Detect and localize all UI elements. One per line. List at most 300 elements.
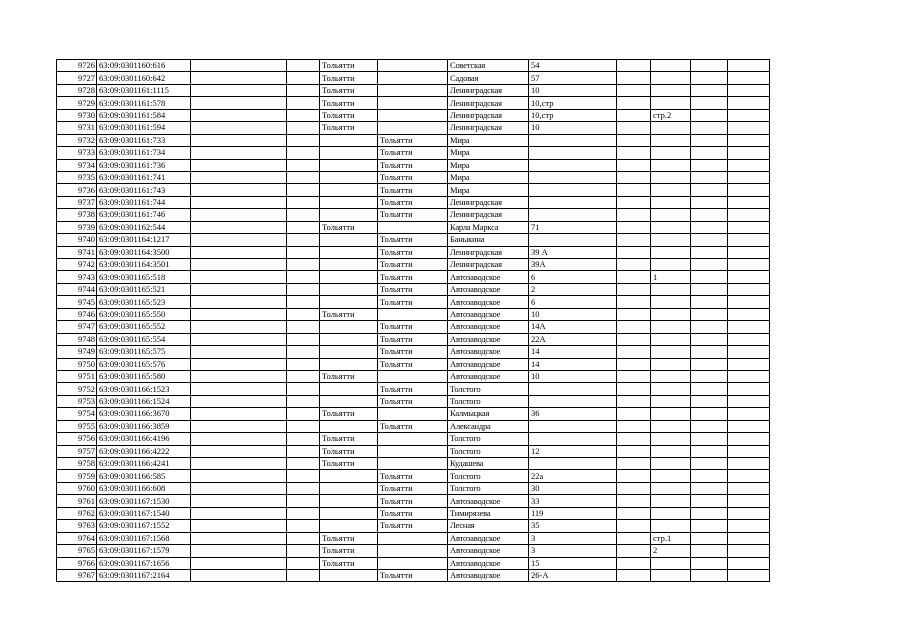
- settlement-cell: Тольятти: [378, 271, 448, 283]
- blank-cell: [191, 557, 287, 569]
- blank-cell: [191, 72, 287, 84]
- locality-cell: Тольятти: [320, 433, 378, 445]
- blank-cell: [191, 109, 287, 121]
- table-row: [57, 209, 770, 221]
- building-cell: [617, 470, 651, 482]
- row-number-cell: 9727: [57, 72, 97, 84]
- structure-cell: [651, 196, 691, 208]
- house-cell: 119: [529, 507, 617, 519]
- blank-cell: [191, 482, 287, 494]
- blank-cell: [728, 346, 770, 358]
- cadastral-number-cell: 63:09:0301161:1115: [97, 84, 191, 96]
- house-cell: 33: [529, 495, 617, 507]
- blank-cell: [191, 445, 287, 457]
- settlement-cell: Тольятти: [378, 147, 448, 159]
- building-cell: [617, 545, 651, 557]
- settlement-cell: [378, 97, 448, 109]
- blank-cell: [728, 109, 770, 121]
- blank-cell: [191, 420, 287, 432]
- locality-cell: [320, 520, 378, 532]
- blank-cell: [287, 482, 320, 494]
- table-row: [57, 408, 770, 420]
- settlement-cell: Тольятти: [378, 171, 448, 183]
- settlement-cell: [378, 433, 448, 445]
- house-cell: 10: [529, 370, 617, 382]
- cadastral-number-cell: 63:09:0301167:1656: [97, 557, 191, 569]
- blank-cell: [191, 84, 287, 96]
- row-number-cell: 9735: [57, 171, 97, 183]
- street-cell: Мира: [448, 159, 529, 171]
- street-cell: Тимирязева: [448, 507, 529, 519]
- blank-cell: [691, 72, 728, 84]
- house-cell: 10,стр: [529, 97, 617, 109]
- locality-cell: [320, 234, 378, 246]
- house-cell: 22а: [529, 470, 617, 482]
- house-cell: [529, 234, 617, 246]
- settlement-cell: [378, 545, 448, 557]
- row-number-cell: 9749: [57, 346, 97, 358]
- building-cell: [617, 346, 651, 358]
- blank-cell: [691, 470, 728, 482]
- building-cell: [617, 370, 651, 382]
- blank-cell: [287, 196, 320, 208]
- locality-cell: [320, 495, 378, 507]
- street-cell: Ленинградская: [448, 246, 529, 258]
- cadastral-number-cell: 63:09:0301165:518: [97, 271, 191, 283]
- row-number-cell: 9743: [57, 271, 97, 283]
- building-cell: [617, 60, 651, 72]
- structure-cell: [651, 321, 691, 333]
- street-cell: Автозаводское: [448, 495, 529, 507]
- building-cell: [617, 171, 651, 183]
- table-row: [57, 507, 770, 519]
- building-cell: [617, 84, 651, 96]
- settlement-cell: [378, 445, 448, 457]
- building-cell: [617, 532, 651, 544]
- blank-cell: [191, 520, 287, 532]
- cadastral-number-cell: 63:09:0301161:741: [97, 171, 191, 183]
- building-cell: [617, 395, 651, 407]
- row-number-cell: 9726: [57, 60, 97, 72]
- building-cell: [617, 271, 651, 283]
- blank-cell: [691, 109, 728, 121]
- locality-cell: Тольятти: [320, 308, 378, 320]
- building-cell: [617, 97, 651, 109]
- settlement-cell: Тольятти: [378, 209, 448, 221]
- house-cell: 10,стр: [529, 109, 617, 121]
- settlement-cell: Тольятти: [378, 346, 448, 358]
- table-row: [57, 395, 770, 407]
- settlement-cell: Тольятти: [378, 159, 448, 171]
- house-cell: [529, 171, 617, 183]
- cadastral-number-cell: 63:09:0301165:521: [97, 283, 191, 295]
- blank-cell: [191, 147, 287, 159]
- blank-cell: [728, 395, 770, 407]
- locality-cell: [320, 383, 378, 395]
- settlement-cell: Тольятти: [378, 482, 448, 494]
- house-cell: [529, 395, 617, 407]
- building-cell: [617, 420, 651, 432]
- street-cell: Толстого: [448, 433, 529, 445]
- house-cell: 3: [529, 545, 617, 557]
- locality-cell: Тольятти: [320, 545, 378, 557]
- locality-cell: [320, 333, 378, 345]
- street-cell: Мира: [448, 184, 529, 196]
- locality-cell: [320, 482, 378, 494]
- blank-cell: [287, 308, 320, 320]
- structure-cell: [651, 495, 691, 507]
- cadastral-number-cell: 63:09:0301160:642: [97, 72, 191, 84]
- house-cell: [529, 134, 617, 146]
- cadastral-number-cell: 63:09:0301166:4196: [97, 433, 191, 445]
- locality-cell: Тольятти: [320, 60, 378, 72]
- settlement-cell: Тольятти: [378, 296, 448, 308]
- cadastral-number-cell: 63:09:0301165:554: [97, 333, 191, 345]
- table-row: [57, 84, 770, 96]
- blank-cell: [191, 271, 287, 283]
- registry-table: [56, 59, 770, 582]
- settlement-cell: Тольятти: [378, 184, 448, 196]
- row-number-cell: 9764: [57, 532, 97, 544]
- house-cell: 54: [529, 60, 617, 72]
- house-cell: [529, 196, 617, 208]
- blank-cell: [728, 184, 770, 196]
- blank-cell: [191, 234, 287, 246]
- structure-cell: [651, 296, 691, 308]
- locality-cell: [320, 147, 378, 159]
- house-cell: 35: [529, 520, 617, 532]
- house-cell: 22А: [529, 333, 617, 345]
- structure-cell: [651, 383, 691, 395]
- blank-cell: [691, 569, 728, 581]
- blank-cell: [691, 495, 728, 507]
- blank-cell: [691, 346, 728, 358]
- row-number-cell: 9753: [57, 395, 97, 407]
- table-row: [57, 470, 770, 482]
- blank-cell: [728, 271, 770, 283]
- settlement-cell: [378, 221, 448, 233]
- structure-cell: [651, 520, 691, 532]
- locality-cell: Тольятти: [320, 557, 378, 569]
- blank-cell: [728, 159, 770, 171]
- street-cell: Автозаводское: [448, 271, 529, 283]
- row-number-cell: 9729: [57, 97, 97, 109]
- row-number-cell: 9751: [57, 370, 97, 382]
- street-cell: Мира: [448, 134, 529, 146]
- blank-cell: [191, 171, 287, 183]
- house-cell: [529, 458, 617, 470]
- blank-cell: [691, 383, 728, 395]
- street-cell: Ленинградская: [448, 259, 529, 271]
- house-cell: 14: [529, 346, 617, 358]
- blank-cell: [728, 383, 770, 395]
- blank-cell: [691, 246, 728, 258]
- blank-cell: [287, 445, 320, 457]
- locality-cell: Тольятти: [320, 458, 378, 470]
- cadastral-number-cell: 63:09:0301161:744: [97, 196, 191, 208]
- blank-cell: [191, 296, 287, 308]
- settlement-cell: [378, 370, 448, 382]
- cadastral-number-cell: 63:09:0301165:575: [97, 346, 191, 358]
- blank-cell: [691, 134, 728, 146]
- table-row: [57, 184, 770, 196]
- cadastral-number-cell: 63:09:0301161:578: [97, 97, 191, 109]
- row-number-cell: 9747: [57, 321, 97, 333]
- table-row: [57, 420, 770, 432]
- blank-cell: [691, 60, 728, 72]
- blank-cell: [191, 358, 287, 370]
- table-row: [57, 134, 770, 146]
- table-row: [57, 60, 770, 72]
- house-cell: [529, 209, 617, 221]
- building-cell: [617, 569, 651, 581]
- structure-cell: [651, 507, 691, 519]
- table-row: [57, 545, 770, 557]
- blank-cell: [287, 495, 320, 507]
- settlement-cell: Тольятти: [378, 395, 448, 407]
- house-cell: [529, 383, 617, 395]
- blank-cell: [691, 458, 728, 470]
- cadastral-number-cell: 63:09:0301166:3859: [97, 420, 191, 432]
- blank-cell: [191, 383, 287, 395]
- blank-cell: [287, 520, 320, 532]
- street-cell: Автозаводское: [448, 283, 529, 295]
- house-cell: 57: [529, 72, 617, 84]
- blank-cell: [728, 408, 770, 420]
- blank-cell: [691, 358, 728, 370]
- cadastral-number-cell: 63:09:0301167:2164: [97, 569, 191, 581]
- blank-cell: [191, 246, 287, 258]
- settlement-cell: [378, 109, 448, 121]
- settlement-cell: Тольятти: [378, 246, 448, 258]
- cadastral-number-cell: 63:09:0301165:576: [97, 358, 191, 370]
- cadastral-number-cell: 63:09:0301161:584: [97, 109, 191, 121]
- blank-cell: [691, 296, 728, 308]
- blank-cell: [728, 209, 770, 221]
- structure-cell: 1: [651, 271, 691, 283]
- blank-cell: [728, 520, 770, 532]
- settlement-cell: [378, 532, 448, 544]
- cadastral-number-cell: 63:09:0301165:523: [97, 296, 191, 308]
- table-row: [57, 557, 770, 569]
- locality-cell: [320, 171, 378, 183]
- cadastral-number-cell: 63:09:0301166:608: [97, 482, 191, 494]
- locality-cell: [320, 507, 378, 519]
- locality-cell: Тольятти: [320, 97, 378, 109]
- row-number-cell: 9754: [57, 408, 97, 420]
- street-cell: Александра: [448, 420, 529, 432]
- structure-cell: [651, 557, 691, 569]
- locality-cell: Тольятти: [320, 370, 378, 382]
- structure-cell: [651, 346, 691, 358]
- cadastral-number-cell: 63:09:0301167:1552: [97, 520, 191, 532]
- blank-cell: [728, 495, 770, 507]
- row-number-cell: 9732: [57, 134, 97, 146]
- blank-cell: [691, 234, 728, 246]
- street-cell: Ленинградская: [448, 84, 529, 96]
- building-cell: [617, 234, 651, 246]
- blank-cell: [191, 370, 287, 382]
- building-cell: [617, 445, 651, 457]
- row-number-cell: 9763: [57, 520, 97, 532]
- row-number-cell: 9762: [57, 507, 97, 519]
- blank-cell: [691, 209, 728, 221]
- locality-cell: [320, 420, 378, 432]
- structure-cell: [651, 445, 691, 457]
- house-cell: 10: [529, 308, 617, 320]
- structure-cell: [651, 333, 691, 345]
- cadastral-number-cell: 63:09:0301167:1568: [97, 532, 191, 544]
- locality-cell: Тольятти: [320, 109, 378, 121]
- blank-cell: [728, 420, 770, 432]
- blank-cell: [287, 383, 320, 395]
- street-cell: Толстого: [448, 383, 529, 395]
- house-cell: 26-А: [529, 569, 617, 581]
- blank-cell: [287, 60, 320, 72]
- building-cell: [617, 383, 651, 395]
- settlement-cell: Тольятти: [378, 420, 448, 432]
- row-number-cell: 9760: [57, 482, 97, 494]
- house-cell: 71: [529, 221, 617, 233]
- blank-cell: [191, 346, 287, 358]
- structure-cell: [651, 97, 691, 109]
- cadastral-number-cell: 63:09:0301160:616: [97, 60, 191, 72]
- blank-cell: [287, 159, 320, 171]
- locality-cell: [320, 283, 378, 295]
- blank-cell: [691, 408, 728, 420]
- building-cell: [617, 147, 651, 159]
- street-cell: Автозаводское: [448, 370, 529, 382]
- settlement-cell: [378, 408, 448, 420]
- table-row: [57, 296, 770, 308]
- row-number-cell: 9733: [57, 147, 97, 159]
- street-cell: Автозаводское: [448, 321, 529, 333]
- table-row: [57, 532, 770, 544]
- blank-cell: [691, 507, 728, 519]
- blank-cell: [691, 321, 728, 333]
- table-row: [57, 495, 770, 507]
- structure-cell: [651, 370, 691, 382]
- building-cell: [617, 283, 651, 295]
- table-row: [57, 271, 770, 283]
- blank-cell: [191, 545, 287, 557]
- blank-cell: [728, 259, 770, 271]
- blank-cell: [191, 196, 287, 208]
- locality-cell: Тольятти: [320, 445, 378, 457]
- blank-cell: [287, 557, 320, 569]
- table-row: [57, 433, 770, 445]
- table-row: [57, 383, 770, 395]
- blank-cell: [287, 470, 320, 482]
- settlement-cell: Тольятти: [378, 495, 448, 507]
- blank-cell: [691, 84, 728, 96]
- blank-cell: [728, 545, 770, 557]
- settlement-cell: Тольятти: [378, 196, 448, 208]
- street-cell: Автозаводское: [448, 557, 529, 569]
- blank-cell: [728, 333, 770, 345]
- building-cell: [617, 159, 651, 171]
- structure-cell: [651, 458, 691, 470]
- settlement-cell: [378, 84, 448, 96]
- blank-cell: [728, 296, 770, 308]
- street-cell: Автозаводское: [448, 545, 529, 557]
- blank-cell: [728, 470, 770, 482]
- row-number-cell: 9738: [57, 209, 97, 221]
- street-cell: Автозаводское: [448, 308, 529, 320]
- structure-cell: [651, 147, 691, 159]
- table-row: [57, 221, 770, 233]
- table-row: [57, 283, 770, 295]
- street-cell: Автозаводское: [448, 333, 529, 345]
- blank-cell: [691, 196, 728, 208]
- house-cell: 2: [529, 283, 617, 295]
- structure-cell: [651, 209, 691, 221]
- blank-cell: [728, 147, 770, 159]
- cadastral-number-cell: 63:09:0301164:1217: [97, 234, 191, 246]
- table-row: [57, 346, 770, 358]
- locality-cell: [320, 246, 378, 258]
- blank-cell: [728, 557, 770, 569]
- blank-cell: [191, 221, 287, 233]
- table-row: [57, 308, 770, 320]
- blank-cell: [691, 545, 728, 557]
- row-number-cell: 9739: [57, 221, 97, 233]
- structure-cell: [651, 470, 691, 482]
- structure-cell: [651, 308, 691, 320]
- table-row: [57, 122, 770, 134]
- blank-cell: [728, 308, 770, 320]
- blank-cell: [691, 333, 728, 345]
- blank-cell: [728, 370, 770, 382]
- building-cell: [617, 246, 651, 258]
- street-cell: Толстого: [448, 445, 529, 457]
- settlement-cell: Тольятти: [378, 283, 448, 295]
- structure-cell: [651, 420, 691, 432]
- settlement-cell: Тольятти: [378, 134, 448, 146]
- row-number-cell: 9758: [57, 458, 97, 470]
- building-cell: [617, 296, 651, 308]
- locality-cell: Тольятти: [320, 408, 378, 420]
- blank-cell: [287, 395, 320, 407]
- blank-cell: [728, 196, 770, 208]
- structure-cell: 2: [651, 545, 691, 557]
- structure-cell: [651, 60, 691, 72]
- street-cell: Садовая: [448, 72, 529, 84]
- street-cell: Автозаводское: [448, 346, 529, 358]
- table-row: [57, 520, 770, 532]
- table-row: [57, 569, 770, 581]
- table-row: [57, 246, 770, 258]
- locality-cell: [320, 209, 378, 221]
- building-cell: [617, 507, 651, 519]
- structure-cell: [651, 184, 691, 196]
- blank-cell: [191, 507, 287, 519]
- blank-cell: [728, 72, 770, 84]
- house-cell: 10: [529, 122, 617, 134]
- blank-cell: [728, 458, 770, 470]
- blank-cell: [191, 433, 287, 445]
- blank-cell: [287, 545, 320, 557]
- building-cell: [617, 259, 651, 271]
- row-number-cell: 9728: [57, 84, 97, 96]
- blank-cell: [191, 134, 287, 146]
- blank-cell: [691, 520, 728, 532]
- locality-cell: Тольятти: [320, 84, 378, 96]
- cadastral-number-cell: 63:09:0301166:4222: [97, 445, 191, 457]
- street-cell: Мира: [448, 171, 529, 183]
- building-cell: [617, 109, 651, 121]
- blank-cell: [691, 259, 728, 271]
